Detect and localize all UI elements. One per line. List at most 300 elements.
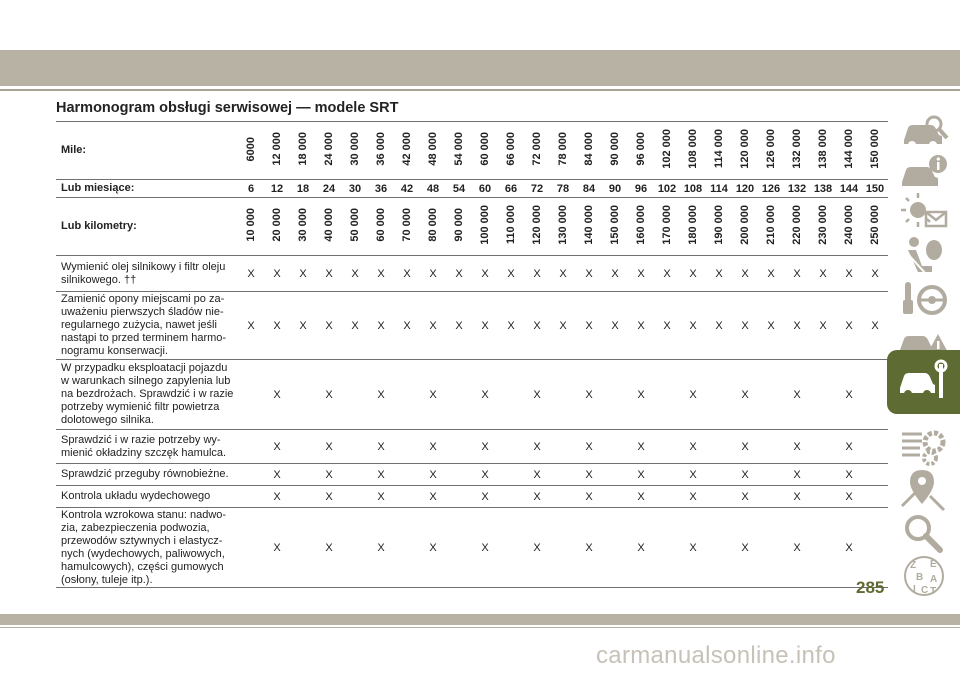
task-mark: X xyxy=(732,292,758,360)
task-mark: X xyxy=(836,256,862,292)
task-mark: X xyxy=(420,508,446,588)
task-mark xyxy=(498,486,524,508)
header-cell-text: 54 000 xyxy=(453,132,465,166)
top-band xyxy=(0,50,960,86)
task-mark: X xyxy=(420,486,446,508)
task-mark xyxy=(394,360,420,430)
header-cell-text: 126 000 xyxy=(765,129,777,169)
header-cell xyxy=(862,198,888,256)
task-label: Sprawdzić i w razie potrzeby wy-mienić okładziny szczęk hamulca. xyxy=(56,430,238,464)
header-cell-text: 40 000 xyxy=(323,208,335,242)
task-mark xyxy=(342,464,368,486)
task-mark: X xyxy=(784,292,810,360)
header-cell-text: 96 000 xyxy=(635,132,647,166)
task-mark: X xyxy=(550,256,576,292)
header-cell xyxy=(498,198,524,256)
task-mark: X xyxy=(524,464,550,486)
task-row xyxy=(56,464,888,486)
task-mark xyxy=(862,464,888,486)
header-cell xyxy=(368,122,394,180)
task-label: W przypadku eksploatacji pojazdu w warunkach silnego zapylenia lub na bezdrożach. Sprawdzić i w razie potrzeby wymienić filtr powietrza dolotowego silnika. xyxy=(56,360,238,430)
task-mark xyxy=(446,486,472,508)
header-cell-text: 144 000 xyxy=(843,129,855,169)
header-cell xyxy=(628,122,654,180)
header-cell-text: 66 000 xyxy=(505,132,517,166)
task-mark xyxy=(238,508,264,588)
task-mark: X xyxy=(732,486,758,508)
task-mark: X xyxy=(342,256,368,292)
task-row xyxy=(56,486,888,508)
car-wrench-icon xyxy=(896,358,952,408)
task-mark: X xyxy=(472,360,498,430)
header-cell xyxy=(446,198,472,256)
header-cell-text: 78 000 xyxy=(557,132,569,166)
task-mark xyxy=(342,430,368,464)
task-mark: X xyxy=(316,486,342,508)
header-cell-text: 90 000 xyxy=(609,132,621,166)
task-mark: X xyxy=(836,292,862,360)
svg-text:E: E xyxy=(930,559,937,570)
task-mark xyxy=(290,486,316,508)
header-cell-text: 250 000 xyxy=(869,205,881,245)
header-cell xyxy=(576,122,602,180)
task-mark xyxy=(654,360,680,430)
task-mark xyxy=(654,430,680,464)
svg-text:T: T xyxy=(930,586,937,597)
header-cell xyxy=(654,198,680,256)
task-label: Kontrola układu wydechowego xyxy=(56,486,238,508)
task-mark: X xyxy=(368,430,394,464)
header-cell: 84 xyxy=(576,180,602,198)
header-cell: 36 xyxy=(368,180,394,198)
task-mark: X xyxy=(576,360,602,430)
task-mark xyxy=(654,464,680,486)
header-cell-text: 12 000 xyxy=(271,132,283,166)
task-mark xyxy=(706,486,732,508)
task-mark: X xyxy=(810,256,836,292)
task-mark xyxy=(446,360,472,430)
header-cell xyxy=(810,122,836,180)
task-mark: X xyxy=(290,256,316,292)
header-cell-text: 90 000 xyxy=(453,208,465,242)
header-cell xyxy=(784,122,810,180)
header-cell xyxy=(576,198,602,256)
task-mark: X xyxy=(264,256,290,292)
header-cell: 12 xyxy=(264,180,290,198)
header-cell xyxy=(342,122,368,180)
task-mark: X xyxy=(472,464,498,486)
header-cell: 102 xyxy=(654,180,680,198)
task-mark: X xyxy=(420,256,446,292)
task-mark: X xyxy=(472,508,498,588)
header-cell xyxy=(472,198,498,256)
task-row xyxy=(56,292,888,360)
task-mark: X xyxy=(264,508,290,588)
task-mark xyxy=(498,508,524,588)
task-mark: X xyxy=(732,256,758,292)
task-mark: X xyxy=(316,430,342,464)
header-cell-text: 60 000 xyxy=(375,208,387,242)
task-mark: X xyxy=(368,464,394,486)
header-cell xyxy=(394,122,420,180)
header-cell-text: 24 000 xyxy=(323,132,335,166)
header-cell-text: 170 000 xyxy=(661,205,673,245)
task-mark: X xyxy=(732,360,758,430)
task-mark xyxy=(602,508,628,588)
header-cell-text: 102 000 xyxy=(661,129,673,169)
task-mark xyxy=(758,508,784,588)
header-cell xyxy=(810,198,836,256)
task-mark: X xyxy=(732,430,758,464)
task-mark: X xyxy=(524,486,550,508)
task-mark xyxy=(498,360,524,430)
header-cell: 108 xyxy=(680,180,706,198)
task-mark xyxy=(290,430,316,464)
task-label: Kontrola wzrokowa stanu: nadwo-zia, zabezpieczenia podwozia, przewodów sztywnych i elastycz-nych (wydechowych, paliwowych, hamulcowych), części gumowych (osłony, tuleje itp.). xyxy=(56,508,238,588)
task-mark: X xyxy=(524,430,550,464)
header-cell xyxy=(420,122,446,180)
header-cell: 132 xyxy=(784,180,810,198)
header-row-months xyxy=(56,180,888,198)
task-mark: X xyxy=(394,256,420,292)
header-cell-text: 132 000 xyxy=(791,129,803,169)
header-cell: 48 xyxy=(420,180,446,198)
header-cell-text: 60 000 xyxy=(479,132,491,166)
header-cell-text: 20 000 xyxy=(271,208,283,242)
task-mark: X xyxy=(472,486,498,508)
task-mark: X xyxy=(472,430,498,464)
header-cell-text: 30 000 xyxy=(297,208,309,242)
task-mark: X xyxy=(706,292,732,360)
row-label: Lub miesiące: xyxy=(56,180,238,198)
header-cell-text: 70 000 xyxy=(401,208,413,242)
header-cell xyxy=(758,122,784,180)
task-mark: X xyxy=(836,508,862,588)
header-cell-text: 120 000 xyxy=(739,129,751,169)
task-mark: X xyxy=(602,292,628,360)
task-mark: X xyxy=(290,292,316,360)
task-mark: X xyxy=(706,256,732,292)
task-mark: X xyxy=(264,360,290,430)
task-mark xyxy=(758,430,784,464)
task-mark xyxy=(238,464,264,486)
task-mark xyxy=(238,486,264,508)
task-mark xyxy=(758,486,784,508)
header-cell xyxy=(628,198,654,256)
page-title: Harmonogram obsługi serwisowej — modele SRT xyxy=(56,100,399,116)
bottom-band xyxy=(0,614,960,625)
header-cell: 150 xyxy=(862,180,888,198)
task-mark: X xyxy=(472,292,498,360)
header-cell xyxy=(784,198,810,256)
task-mark xyxy=(810,430,836,464)
header-cell: 24 xyxy=(316,180,342,198)
task-mark xyxy=(446,508,472,588)
header-cell-text: 200 000 xyxy=(739,205,751,245)
task-mark: X xyxy=(368,292,394,360)
header-cell: 78 xyxy=(550,180,576,198)
task-mark: X xyxy=(628,486,654,508)
svg-text:I: I xyxy=(913,584,916,595)
task-mark: X xyxy=(628,430,654,464)
task-mark: X xyxy=(680,508,706,588)
header-cell-text: 120 000 xyxy=(531,205,543,245)
task-mark xyxy=(758,464,784,486)
task-mark xyxy=(550,360,576,430)
header-cell: 114 xyxy=(706,180,732,198)
task-mark: X xyxy=(836,486,862,508)
task-mark: X xyxy=(680,430,706,464)
header-cell xyxy=(836,122,862,180)
header-row-miles xyxy=(56,122,888,180)
header-cell xyxy=(524,122,550,180)
task-mark: X xyxy=(238,256,264,292)
header-cell xyxy=(238,122,264,180)
sidebar-item-index[interactable] xyxy=(888,547,960,607)
task-mark: X xyxy=(368,256,394,292)
header-cell-text: 114 000 xyxy=(713,129,725,169)
task-mark: X xyxy=(368,360,394,430)
task-mark: X xyxy=(758,292,784,360)
page-number: 285 xyxy=(856,578,885,597)
task-mark: X xyxy=(524,360,550,430)
header-cell xyxy=(290,198,316,256)
task-mark: X xyxy=(576,292,602,360)
task-label: Zamienić opony miejscami po za-uważeniu pierwszych śladów nie-regularnego zużycia, nawet jeśli nastąpi to przed terminem harmo-nogramu konserwacji. xyxy=(56,292,238,360)
task-mark: X xyxy=(264,430,290,464)
task-mark xyxy=(862,486,888,508)
task-mark: X xyxy=(316,508,342,588)
header-cell xyxy=(316,122,342,180)
task-mark xyxy=(446,464,472,486)
task-mark: X xyxy=(836,464,862,486)
header-cell-text: 6000 xyxy=(245,136,257,162)
task-mark xyxy=(862,360,888,430)
header-cell xyxy=(420,198,446,256)
task-mark xyxy=(238,430,264,464)
task-mark: X xyxy=(368,508,394,588)
task-mark xyxy=(602,360,628,430)
row-label: Mile: xyxy=(56,122,238,180)
header-cell: 72 xyxy=(524,180,550,198)
task-mark xyxy=(446,430,472,464)
task-row xyxy=(56,430,888,464)
task-mark xyxy=(342,508,368,588)
svg-text:C: C xyxy=(921,585,929,596)
header-cell-text: 150 000 xyxy=(609,205,621,245)
task-mark: X xyxy=(238,292,264,360)
task-mark: X xyxy=(680,292,706,360)
task-mark xyxy=(706,508,732,588)
task-mark: X xyxy=(680,360,706,430)
task-mark: X xyxy=(264,486,290,508)
header-cell-text: 100 000 xyxy=(479,205,491,245)
task-mark: X xyxy=(264,292,290,360)
header-cell: 96 xyxy=(628,180,654,198)
header-cell-text: 36 000 xyxy=(375,132,387,166)
task-mark xyxy=(706,430,732,464)
task-mark: X xyxy=(654,292,680,360)
header-cell xyxy=(654,122,680,180)
header-cell xyxy=(524,198,550,256)
header-cell xyxy=(758,198,784,256)
header-cell-text: 84 000 xyxy=(583,132,595,166)
task-mark: X xyxy=(498,256,524,292)
task-mark: X xyxy=(420,464,446,486)
task-mark: X xyxy=(654,256,680,292)
header-cell: 30 xyxy=(342,180,368,198)
sidebar-item-servicing[interactable] xyxy=(887,350,960,414)
task-mark: X xyxy=(524,508,550,588)
header-cell: 60 xyxy=(472,180,498,198)
header-cell-text: 10 000 xyxy=(245,208,257,242)
task-mark: X xyxy=(316,360,342,430)
task-mark: X xyxy=(862,292,888,360)
header-cell-text: 80 000 xyxy=(427,208,439,242)
task-mark xyxy=(758,360,784,430)
task-mark: X xyxy=(446,292,472,360)
header-cell-text: 18 000 xyxy=(297,132,309,166)
task-mark xyxy=(394,486,420,508)
task-mark: X xyxy=(758,256,784,292)
header-cell-text: 210 000 xyxy=(765,205,777,245)
watermark-text: carmanualsonline.info xyxy=(596,642,836,669)
header-cell-text: 230 000 xyxy=(817,205,829,245)
header-cell-text: 108 000 xyxy=(687,129,699,169)
task-mark: X xyxy=(784,486,810,508)
header-cell xyxy=(862,122,888,180)
task-mark xyxy=(706,464,732,486)
task-mark: X xyxy=(784,508,810,588)
task-mark xyxy=(342,486,368,508)
task-mark xyxy=(550,430,576,464)
task-mark xyxy=(654,486,680,508)
task-mark xyxy=(810,508,836,588)
header-cell-text: 138 000 xyxy=(817,129,829,169)
task-mark: X xyxy=(368,486,394,508)
header-cell xyxy=(706,122,732,180)
task-mark xyxy=(602,430,628,464)
task-mark: X xyxy=(628,508,654,588)
header-cell xyxy=(446,122,472,180)
task-mark: X xyxy=(342,292,368,360)
task-mark xyxy=(602,464,628,486)
task-mark xyxy=(654,508,680,588)
header-cell: 126 xyxy=(758,180,784,198)
task-mark: X xyxy=(576,486,602,508)
task-mark: X xyxy=(680,256,706,292)
task-mark: X xyxy=(576,508,602,588)
header-cell-text: 140 000 xyxy=(583,205,595,245)
task-mark: X xyxy=(784,256,810,292)
task-mark: X xyxy=(524,292,550,360)
header-cell-text: 48 000 xyxy=(427,132,439,166)
task-mark: X xyxy=(836,430,862,464)
task-mark: X xyxy=(680,486,706,508)
header-cell: 120 xyxy=(732,180,758,198)
task-mark xyxy=(810,486,836,508)
header-cell xyxy=(550,198,576,256)
task-mark: X xyxy=(576,430,602,464)
header-cell: 6 xyxy=(238,180,264,198)
header-cell-text: 30 000 xyxy=(349,132,361,166)
task-mark xyxy=(342,360,368,430)
bottom-band-line xyxy=(0,627,960,628)
task-mark: X xyxy=(472,256,498,292)
header-cell xyxy=(602,122,628,180)
header-cell xyxy=(368,198,394,256)
header-cell: 18 xyxy=(290,180,316,198)
task-mark xyxy=(810,464,836,486)
header-cell xyxy=(342,198,368,256)
task-mark: X xyxy=(680,464,706,486)
header-cell xyxy=(602,198,628,256)
header-cell xyxy=(290,122,316,180)
task-label: Wymienić olej silnikowy i filtr oleju silnikowego. †† xyxy=(56,256,238,292)
task-mark: X xyxy=(420,430,446,464)
header-cell-text: 130 000 xyxy=(557,205,569,245)
task-mark xyxy=(498,464,524,486)
header-cell: 66 xyxy=(498,180,524,198)
task-mark xyxy=(810,360,836,430)
header-cell-text: 240 000 xyxy=(843,205,855,245)
top-band-line xyxy=(0,89,960,91)
header-cell xyxy=(706,198,732,256)
task-mark: X xyxy=(264,464,290,486)
task-mark: X xyxy=(316,464,342,486)
task-mark: X xyxy=(810,292,836,360)
task-mark xyxy=(394,430,420,464)
task-mark xyxy=(862,508,888,588)
header-cell-text: 190 000 xyxy=(713,205,725,245)
header-cell xyxy=(238,198,264,256)
task-mark: X xyxy=(628,292,654,360)
task-mark xyxy=(394,508,420,588)
header-cell-text: 50 000 xyxy=(349,208,361,242)
header-cell-text: 220 000 xyxy=(791,205,803,245)
header-row-km xyxy=(56,198,888,256)
header-cell xyxy=(264,198,290,256)
header-cell-text: 110 000 xyxy=(505,205,517,245)
task-mark: X xyxy=(628,256,654,292)
svg-text:B: B xyxy=(916,572,924,583)
task-mark: X xyxy=(316,256,342,292)
task-mark: X xyxy=(576,256,602,292)
alphabet-index-icon xyxy=(896,552,952,602)
task-mark: X xyxy=(550,292,576,360)
header-cell-text: 42 000 xyxy=(401,132,413,166)
task-row xyxy=(56,256,888,292)
header-cell-text: 180 000 xyxy=(687,205,699,245)
task-mark: X xyxy=(498,292,524,360)
task-mark xyxy=(550,464,576,486)
header-cell-text: 72 000 xyxy=(531,132,543,166)
task-mark xyxy=(706,360,732,430)
header-cell xyxy=(472,122,498,180)
task-mark: X xyxy=(732,464,758,486)
task-mark: X xyxy=(602,256,628,292)
header-cell: 90 xyxy=(602,180,628,198)
task-mark: X xyxy=(628,464,654,486)
task-mark: X xyxy=(446,256,472,292)
header-cell: 138 xyxy=(810,180,836,198)
header-cell: 144 xyxy=(836,180,862,198)
header-cell-text: 160 000 xyxy=(635,205,647,245)
header-cell xyxy=(732,122,758,180)
task-mark: X xyxy=(784,464,810,486)
svg-text:Z: Z xyxy=(910,560,917,571)
header-cell xyxy=(498,122,524,180)
